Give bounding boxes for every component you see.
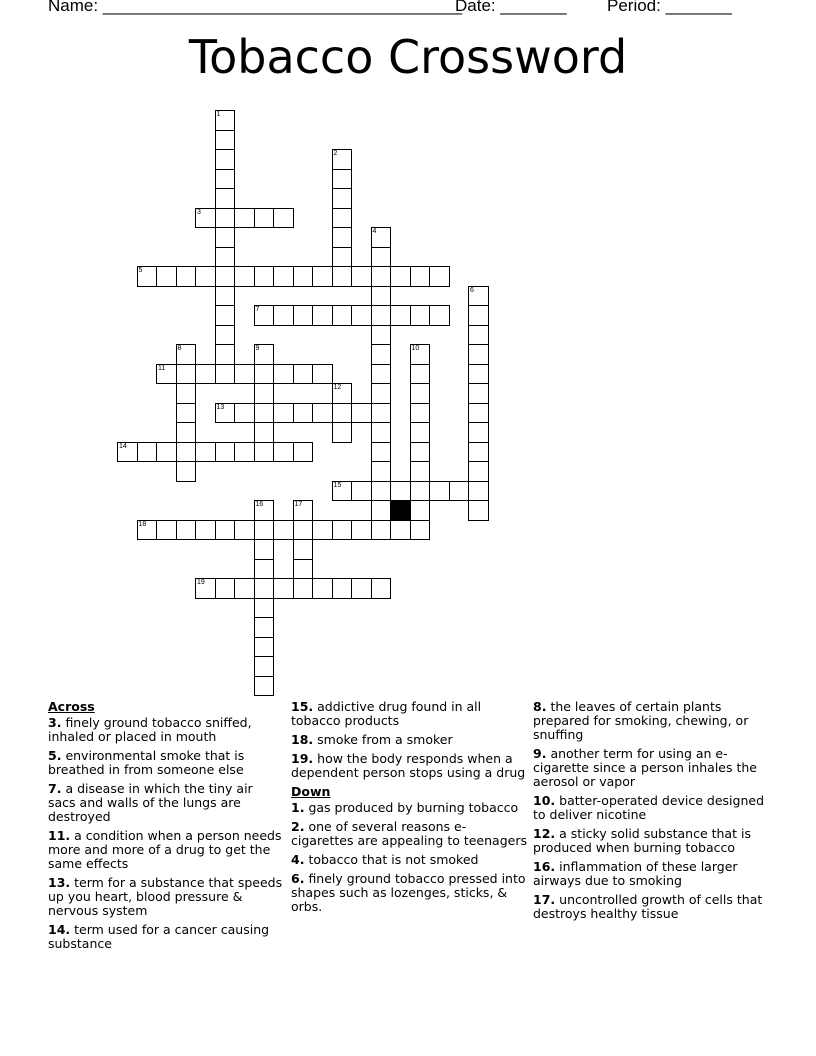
answer-cell[interactable]: [273, 364, 294, 385]
answer-cell[interactable]: [371, 364, 392, 385]
name-field[interactable]: Name: ______________________________________: [48, 0, 463, 15]
clue-down-4: 4. tobacco that is not smoked: [291, 852, 479, 867]
clue-across-5: 5. environmental smoke that is breathed in from someone else: [48, 748, 245, 777]
answer-cell[interactable]: [215, 578, 236, 599]
answer-cell[interactable]: [429, 305, 450, 326]
answer-cell[interactable]: [371, 325, 392, 346]
clue-number: 6: [470, 286, 474, 294]
clue-number: 19: [197, 579, 205, 586]
answer-cell[interactable]: [176, 344, 197, 365]
clue-down-10: 10. batter-operated device designed to deliver nicotine: [533, 793, 765, 822]
answer-cell[interactable]: [332, 383, 353, 404]
clue-across-19: 19. how the body responds when a dependent person stops using a drug: [291, 751, 526, 780]
answer-cell[interactable]: [312, 364, 333, 385]
answer-cell[interactable]: [351, 520, 372, 541]
clue-across-3: 3. finely ground tobacco sniffed, inhaled or placed in mouth: [48, 715, 252, 744]
answer-cell[interactable]: [332, 305, 353, 326]
answer-cell[interactable]: [176, 442, 197, 463]
answer-cell[interactable]: [234, 208, 255, 229]
answer-cell[interactable]: [332, 227, 353, 248]
answer-cell[interactable]: [215, 188, 236, 209]
answer-cell[interactable]: [273, 305, 294, 326]
answer-cell[interactable]: [332, 247, 353, 268]
clue-number: 9: [255, 345, 260, 352]
answer-cell[interactable]: [215, 364, 236, 385]
answer-cell[interactable]: [254, 500, 275, 521]
clue-down-9: 9. another term for using an e-cigarette since a person inhales the aerosol or vapor: [533, 746, 757, 789]
answer-cell[interactable]: [468, 383, 489, 404]
answer-cell[interactable]: [449, 481, 470, 502]
answer-cell[interactable]: [215, 403, 236, 424]
answer-cell[interactable]: [371, 266, 392, 287]
answer-cell[interactable]: [176, 383, 197, 404]
answer-cell[interactable]: [137, 266, 158, 287]
answer-cell[interactable]: [254, 266, 275, 287]
answer-cell[interactable]: [195, 266, 216, 287]
answer-cell[interactable]: [468, 500, 489, 521]
answer-cell[interactable]: [234, 364, 255, 385]
answer-cell[interactable]: [468, 286, 489, 307]
answer-cell[interactable]: [137, 520, 158, 541]
clue-number: 15: [333, 481, 342, 489]
clue-across-14: 14. term used for a cancer causing substance: [48, 922, 270, 951]
clue-across-18: 18. smoke from a smoker: [291, 732, 453, 747]
answer-cell[interactable]: [273, 520, 294, 541]
answer-cell[interactable]: [371, 442, 392, 463]
answer-cell[interactable]: [390, 305, 411, 326]
clue-across-13: 13. term for a substance that speeds up you heart, blood pressure & nervous system: [48, 875, 283, 918]
answer-cell[interactable]: [429, 481, 450, 502]
clue-number: 11: [158, 364, 166, 372]
answer-cell[interactable]: [254, 422, 275, 443]
answer-cell[interactable]: [293, 559, 314, 580]
answer-cell[interactable]: [215, 247, 236, 268]
answer-cell[interactable]: [215, 130, 236, 151]
answer-cell[interactable]: [410, 461, 431, 482]
clue-across-11: 11. a condition when a person needs more and more of a drug to get the same effects: [48, 828, 282, 871]
answer-cell[interactable]: [312, 578, 333, 599]
answer-cell[interactable]: [156, 442, 177, 463]
answer-cell[interactable]: [371, 461, 392, 482]
answer-cell[interactable]: [468, 422, 489, 443]
clue-across-15: 15. addictive drug found in all tobacco products: [291, 699, 482, 728]
answer-cell[interactable]: [234, 578, 255, 599]
answer-cell[interactable]: [332, 169, 353, 190]
answer-cell[interactable]: [468, 325, 489, 346]
answer-cell[interactable]: [195, 364, 216, 385]
answer-cell[interactable]: [234, 442, 255, 463]
across-heading: Across: [48, 699, 95, 714]
answer-cell[interactable]: [332, 481, 353, 502]
answer-cell[interactable]: [215, 325, 236, 346]
answer-cell[interactable]: [254, 656, 275, 677]
answer-cell[interactable]: [312, 266, 333, 287]
answer-cell[interactable]: [371, 344, 392, 365]
clue-number: 5: [138, 267, 143, 274]
answer-cell[interactable]: [293, 305, 314, 326]
answer-cell[interactable]: [468, 461, 489, 482]
answer-cell[interactable]: [293, 500, 314, 521]
answer-cell[interactable]: [273, 208, 294, 229]
answer-cell[interactable]: [468, 481, 489, 502]
period-field[interactable]: Period: _______: [607, 0, 732, 15]
answer-cell[interactable]: [410, 344, 431, 365]
answer-cell[interactable]: [195, 520, 216, 541]
answer-cell[interactable]: [293, 539, 314, 560]
clue-number: 8: [177, 345, 182, 352]
answer-cell[interactable]: [215, 110, 236, 131]
answer-cell[interactable]: [410, 500, 431, 521]
answer-cell[interactable]: [176, 403, 197, 424]
clue-number: 17: [294, 501, 303, 508]
answer-cell[interactable]: [390, 520, 411, 541]
clue-number: 1: [216, 111, 221, 118]
answer-cell[interactable]: [468, 442, 489, 463]
answer-cell[interactable]: [371, 305, 392, 326]
answer-cell[interactable]: [410, 442, 431, 463]
clue-down-6: 6. finely ground tobacco pressed into shapes such as lozenges, sticks, & orbs.: [291, 871, 526, 914]
answer-cell[interactable]: [410, 305, 431, 326]
answer-cell[interactable]: [293, 364, 314, 385]
clue-number: 2: [333, 150, 338, 157]
answer-cell[interactable]: [195, 578, 216, 599]
answer-cell[interactable]: [390, 266, 411, 287]
answer-cell[interactable]: [332, 266, 353, 287]
answer-cell[interactable]: [312, 403, 333, 424]
answer-cell[interactable]: [176, 266, 197, 287]
answer-cell[interactable]: [176, 461, 197, 482]
answer-cell[interactable]: [156, 364, 177, 385]
answer-cell[interactable]: [273, 403, 294, 424]
clue-across-7: 7. a disease in which the tiny air sacs and walls of the lungs are destroyed: [48, 781, 253, 824]
answer-cell[interactable]: [293, 520, 314, 541]
answer-cell[interactable]: [254, 617, 275, 638]
clue-down-12: 12. a sticky solid substance that is produced when burning tobacco: [533, 826, 751, 855]
answer-cell[interactable]: [215, 442, 236, 463]
answer-cell[interactable]: [429, 266, 450, 287]
answer-cell[interactable]: [176, 364, 197, 385]
answer-cell[interactable]: [410, 266, 431, 287]
answer-cell[interactable]: [371, 422, 392, 443]
answer-cell[interactable]: [137, 442, 158, 463]
answer-cell[interactable]: [351, 403, 372, 424]
answer-cell[interactable]: [234, 266, 255, 287]
answer-cell[interactable]: [176, 422, 197, 443]
clue-number: 4: [372, 228, 377, 235]
answer-cell[interactable]: [332, 520, 353, 541]
answer-cell[interactable]: [351, 578, 372, 599]
answer-cell[interactable]: [156, 266, 177, 287]
answer-cell[interactable]: [215, 149, 236, 170]
answer-cell[interactable]: [410, 403, 431, 424]
answer-cell[interactable]: [293, 403, 314, 424]
answer-cell[interactable]: [332, 403, 353, 424]
answer-cell[interactable]: [215, 286, 236, 307]
answer-cell[interactable]: [293, 578, 314, 599]
down-heading: Down: [291, 784, 331, 799]
answer-cell[interactable]: [254, 520, 275, 541]
answer-cell[interactable]: [371, 500, 392, 521]
black-square: [390, 500, 411, 521]
answer-cell[interactable]: [410, 383, 431, 404]
answer-cell[interactable]: [117, 442, 138, 463]
clue-down-2: 2. one of several reasons e-cigarettes are appealing to teenagers: [291, 819, 527, 848]
answer-cell[interactable]: [156, 520, 177, 541]
answer-cell[interactable]: [371, 286, 392, 307]
answer-cell[interactable]: [215, 305, 236, 326]
clues-column-1: [48, 700, 284, 956]
answer-cell[interactable]: [254, 539, 275, 560]
answer-cell[interactable]: [273, 266, 294, 287]
clue-number: 14: [119, 442, 127, 450]
answer-cell[interactable]: [273, 578, 294, 599]
answer-cell[interactable]: [371, 481, 392, 502]
clue-down-17: 17. uncontrolled growth of cells that destroys healthy tissue: [533, 892, 763, 921]
date-field[interactable]: Date: _______: [455, 0, 567, 15]
clues-column-2: [291, 700, 527, 919]
answer-cell[interactable]: [215, 208, 236, 229]
answer-cell[interactable]: [371, 578, 392, 599]
answer-cell[interactable]: [293, 442, 314, 463]
answer-cell[interactable]: [254, 559, 275, 580]
clue-number: 3: [197, 208, 201, 216]
answer-cell[interactable]: [410, 481, 431, 502]
answer-cell[interactable]: [195, 442, 216, 463]
answer-cell[interactable]: [410, 520, 431, 541]
answer-cell[interactable]: [234, 520, 255, 541]
answer-cell[interactable]: [371, 520, 392, 541]
answer-cell[interactable]: [371, 383, 392, 404]
answer-cell[interactable]: [215, 344, 236, 365]
answer-cell[interactable]: [371, 227, 392, 248]
answer-cell[interactable]: [371, 247, 392, 268]
answer-cell[interactable]: [215, 227, 236, 248]
clue-down-8: 8. the leaves of certain plants prepared for smoking, chewing, or snuffing: [533, 699, 749, 742]
clue-number: 16: [255, 501, 264, 508]
clue-number: 13: [216, 403, 225, 411]
answer-cell[interactable]: [254, 305, 275, 326]
clues-column-3: [533, 700, 769, 926]
page-title: Tobacco Crossword: [188, 30, 628, 84]
answer-cell[interactable]: [332, 149, 353, 170]
answer-cell[interactable]: [254, 364, 275, 385]
answer-cell[interactable]: [254, 442, 275, 463]
answer-cell[interactable]: [254, 383, 275, 404]
answer-cell[interactable]: [215, 520, 236, 541]
answer-cell[interactable]: [410, 422, 431, 443]
clue-number: 10: [411, 345, 420, 352]
clue-number: 18: [138, 520, 147, 528]
answer-cell[interactable]: [390, 481, 411, 502]
answer-cell[interactable]: [410, 364, 431, 385]
answer-cell[interactable]: [468, 364, 489, 385]
answer-cell[interactable]: [254, 344, 275, 365]
answer-cell[interactable]: [332, 208, 353, 229]
answer-cell[interactable]: [254, 598, 275, 619]
answer-cell[interactable]: [254, 403, 275, 424]
answer-cell[interactable]: [312, 305, 333, 326]
answer-cell[interactable]: [468, 344, 489, 365]
answer-cell[interactable]: [312, 520, 333, 541]
answer-cell[interactable]: [215, 266, 236, 287]
clue-down-1: 1. gas produced by burning tobacco: [291, 800, 519, 815]
answer-cell[interactable]: [254, 578, 275, 599]
answer-cell[interactable]: [351, 305, 372, 326]
answer-cell[interactable]: [351, 481, 372, 502]
answer-cell[interactable]: [254, 676, 275, 697]
answer-cell[interactable]: [332, 422, 353, 443]
answer-cell[interactable]: [468, 403, 489, 424]
answer-cell[interactable]: [195, 208, 216, 229]
clue-down-16: 16. inflammation of these larger airways due to smoking: [533, 859, 738, 888]
answer-cell[interactable]: [254, 637, 275, 658]
answer-cell[interactable]: [273, 442, 294, 463]
answer-cell[interactable]: [254, 208, 275, 229]
answer-cell[interactable]: [234, 403, 255, 424]
answer-cell[interactable]: [215, 169, 236, 190]
answer-cell[interactable]: [351, 266, 372, 287]
answer-cell[interactable]: [332, 188, 353, 209]
answer-cell[interactable]: [293, 266, 314, 287]
answer-cell[interactable]: [176, 520, 197, 541]
answer-cell[interactable]: [371, 403, 392, 424]
answer-cell[interactable]: [332, 578, 353, 599]
clue-number: 7: [255, 306, 260, 313]
answer-cell[interactable]: [468, 305, 489, 326]
clue-number: 12: [333, 384, 342, 391]
